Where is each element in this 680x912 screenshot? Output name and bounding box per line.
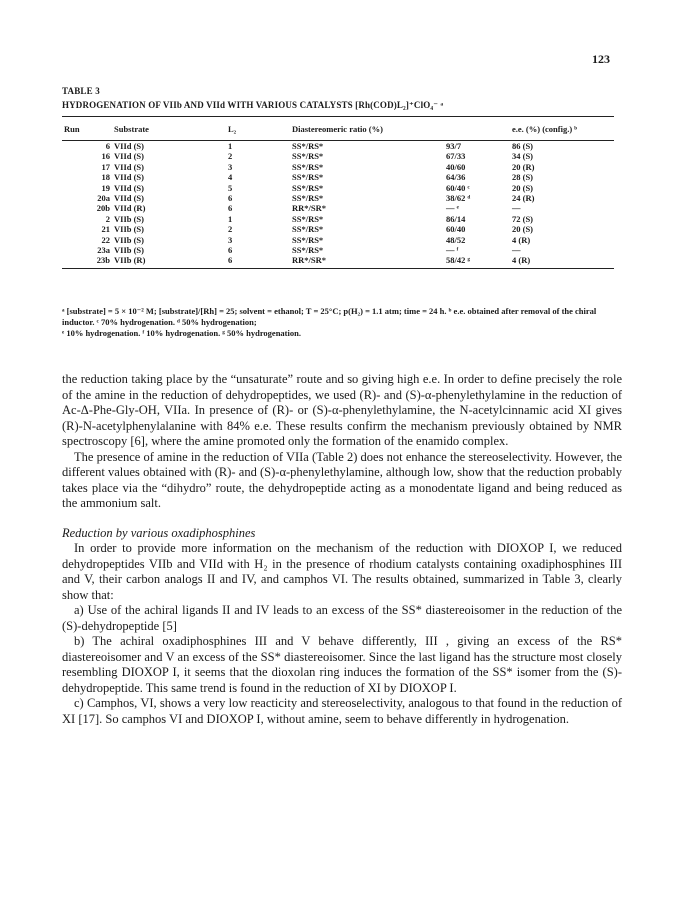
cell-isomer-pair: SS*/RS* — [292, 213, 324, 224]
cell-ratio: 38/62 ᵈ — [446, 193, 471, 204]
table-row — [62, 172, 614, 182]
cell-ratio: 48/52 — [446, 234, 466, 245]
cell-ee: 24 (R) — [512, 193, 535, 204]
table-footnotes — [62, 306, 622, 339]
cell-ee: 34 (S) — [512, 151, 534, 162]
cell-isomer-pair: RR*/SR* — [290, 255, 444, 268]
list-item: a) Use of the achiral ligands II and IV leads to an excess of the SS* diastereoisomer in the reduction of the (S)-dehydropeptide [5] — [62, 603, 622, 633]
cell-isomer-pair: SS*/RS* — [292, 161, 324, 172]
cell-ratio: 58/42 ᵍ — [444, 255, 510, 268]
cell-run: 6 — [105, 141, 110, 151]
cell-run: 20b — [96, 203, 110, 214]
page-number: 123 — [592, 52, 610, 66]
table-row — [62, 203, 614, 213]
cell-substrate: VIId (S) — [114, 193, 144, 204]
table-row — [62, 141, 614, 152]
cell-isomer-pair: SS*/RS* — [292, 151, 324, 162]
cell-substrate: VIIb (S) — [114, 245, 144, 256]
cell-ee: 20 (S) — [512, 182, 534, 193]
cell-substrate: VIIb (S) — [114, 213, 144, 224]
cell-isomer-pair: SS*/RS* — [292, 234, 324, 245]
cell-substrate: VIId (S) — [114, 172, 144, 183]
cell-ligand: 6 — [228, 193, 233, 204]
cell-run: 20a — [97, 193, 110, 204]
table-row — [62, 193, 614, 203]
table-row — [62, 255, 614, 268]
header-ligand: L₂ — [228, 124, 237, 134]
cell-run: 21 — [101, 224, 110, 235]
header-ee: e.e. (%) (config.) ᵇ — [512, 124, 578, 134]
header-diastereomeric-ratio: Diastereomeric ratio (%) — [292, 124, 383, 134]
table-label: TABLE 3 — [62, 86, 100, 96]
cell-ligand: 6 — [228, 203, 233, 214]
cell-ratio: — ᵉ — [446, 203, 459, 214]
cell-ligand: 4 — [228, 172, 233, 183]
cell-run: 23b — [62, 255, 112, 268]
cell-ligand: 2 — [228, 151, 233, 162]
cell-run: 16 — [101, 151, 110, 162]
cell-run: 22 — [101, 234, 110, 245]
cell-ligand: 1 — [228, 213, 233, 224]
footnote-line: ᵃ [substrate] = 5 × 10⁻² M; [substrate]/[Rh] = 25; solvent = ethanol; T = 25°C; p(H₂) = 1.1 atm; time = 24 h. ᵇ e.e. obtained after removal of the chiral inductor. ᶜ 70% hydrogenation. ᵈ 50% hydrogenation; — [62, 306, 597, 327]
cell-isomer-pair: SS*/RS* — [292, 193, 324, 204]
cell-ee: 20 (R) — [512, 161, 535, 172]
cell-ligand: 6 — [226, 255, 290, 268]
table-row — [62, 235, 614, 245]
list-item: b) The achiral oxadiphosphines III and V behave differently, III , giving an excess of the RS* diastereoisomer and V an excess of the SS* diastereoisomer. Since the last ligand has the structure most closely resembling DIOXOP I, it seems that the dioxolan ring induces the formation of the SS* isomer from the (S)-dehydropeptide. This same trend is found in the reduction of XI by DIOXOP I. — [62, 634, 622, 695]
article-body — [62, 372, 622, 727]
cell-ligand: 5 — [228, 182, 233, 193]
cell-ligand: 3 — [228, 234, 233, 245]
table-row — [62, 162, 614, 172]
cell-ee: — — [512, 245, 521, 256]
cell-substrate: VIIb (S) — [114, 224, 144, 235]
list-item: c) Camphos, VI, shows a very low reacticity and stereoselectivity, analogous to that found in the reduction of XI [17]. So camphos VI and DIOXOP I, without amine, seem to behave differently in hydrogenation. — [62, 696, 622, 726]
table-title: HYDROGENATION OF VIIb AND VIId WITH VARIOUS CATALYSTS [Rh(COD)L₂]⁺ClO₄⁻ ᵃ — [62, 100, 444, 110]
cell-ligand: 3 — [228, 161, 233, 172]
cell-run: 18 — [101, 172, 110, 183]
cell-ratio: 93/7 — [446, 141, 462, 151]
cell-substrate: VIIb (R) — [112, 255, 226, 268]
cell-ee: — — [512, 203, 521, 214]
table-row — [62, 214, 614, 224]
cell-substrate: VIId (S) — [114, 182, 144, 193]
cell-ratio: 60/40 — [446, 224, 466, 235]
cell-ratio: — ᶠ — [446, 245, 459, 256]
cell-isomer-pair: SS*/RS* — [292, 245, 324, 256]
cell-isomer-pair: RR*/SR* — [292, 203, 327, 214]
cell-run: 19 — [101, 182, 110, 193]
cell-ee: 28 (S) — [512, 172, 534, 183]
cell-ligand: 6 — [228, 245, 233, 256]
table-body — [62, 141, 614, 269]
cell-ligand: 1 — [228, 141, 233, 151]
paragraph: the reduction taking place by the “unsaturate” route and so giving high e.e. In order to define precisely the role of the amine in the reduction of dehydropeptides, we used (R)- and (S)-α-phenylethylamine in the reduction of Ac-Δ-Phe-Gly-OH, VIIa. In presence of (R)- or (S)-α-phenylethylamine, the N-acetylcinnamic acid XI gives (R)-N-acetylphenylalanine with 84% e.e. These results confirm the mechanism previously obtained by NMR spectroscopy [6], where the amine promoted only the formation of the enamido complex. — [62, 372, 622, 448]
cell-ratio: 60/40 ᶜ — [446, 182, 470, 193]
cell-ligand: 2 — [228, 224, 233, 235]
cell-ee: 4 (R) — [512, 234, 531, 245]
paragraph: In order to provide more information on the mechanism of the reduction with DIOXOP I, we reduced dehydropeptides VIIb and VIId with H₂ in the presence of rhodium catalysts containing oxadiphosphines III and V, their carbon analogs II and IV, and camphos VI. The results obtained, summarized in Table 3, clearly show that: — [62, 541, 622, 602]
cell-isomer-pair: SS*/RS* — [292, 172, 324, 183]
header-substrate: Substrate — [114, 124, 149, 134]
cell-isomer-pair: SS*/RS* — [292, 141, 324, 151]
paragraph: The presence of amine in the reduction of VIIa (Table 2) does not enhance the stereoselectivity. However, the different values obtained with (R)- and (S)-α-phenylethylamine, although low, show that the reduction probably takes place via the “dihydro” route, the dehydropeptide acting as a monodentate ligand and being reduced as the ammonium salt. — [62, 449, 622, 510]
header-run: Run — [64, 124, 80, 134]
cell-substrate: VIIb (S) — [114, 234, 144, 245]
cell-isomer-pair: SS*/RS* — [292, 182, 324, 193]
cell-run: 17 — [101, 161, 110, 172]
table-row — [62, 183, 614, 193]
results-table — [62, 116, 614, 269]
cell-ratio: 67/33 — [446, 151, 466, 162]
cell-substrate: VIId (S) — [114, 161, 144, 172]
footnote-line: ᵉ 10% hydrogenation. ᶠ 10% hydrogenation. ᵍ 50% hydrogenation. — [62, 328, 301, 338]
table-header-row — [62, 117, 614, 141]
table-row — [62, 224, 614, 234]
cell-substrate: VIId (S) — [114, 151, 144, 162]
cell-ratio: 40/60 — [446, 161, 466, 172]
cell-isomer-pair: SS*/RS* — [292, 224, 324, 235]
cell-substrate: VIId (R) — [114, 203, 146, 214]
cell-ratio: 64/36 — [446, 172, 466, 183]
cell-ratio: 86/14 — [446, 213, 466, 224]
cell-substrate: VIId (S) — [114, 141, 144, 151]
section-heading: Reduction by various oxadiphosphines — [62, 525, 256, 540]
cell-ee: 72 (S) — [512, 213, 534, 224]
table-row — [62, 245, 614, 255]
cell-ee: 20 (S) — [512, 224, 534, 235]
cell-run: 2 — [105, 213, 110, 224]
cell-run: 23a — [97, 245, 110, 256]
table-row — [62, 151, 614, 161]
cell-ee: 4 (R) — [510, 255, 614, 268]
cell-ee: 86 (S) — [512, 141, 534, 151]
